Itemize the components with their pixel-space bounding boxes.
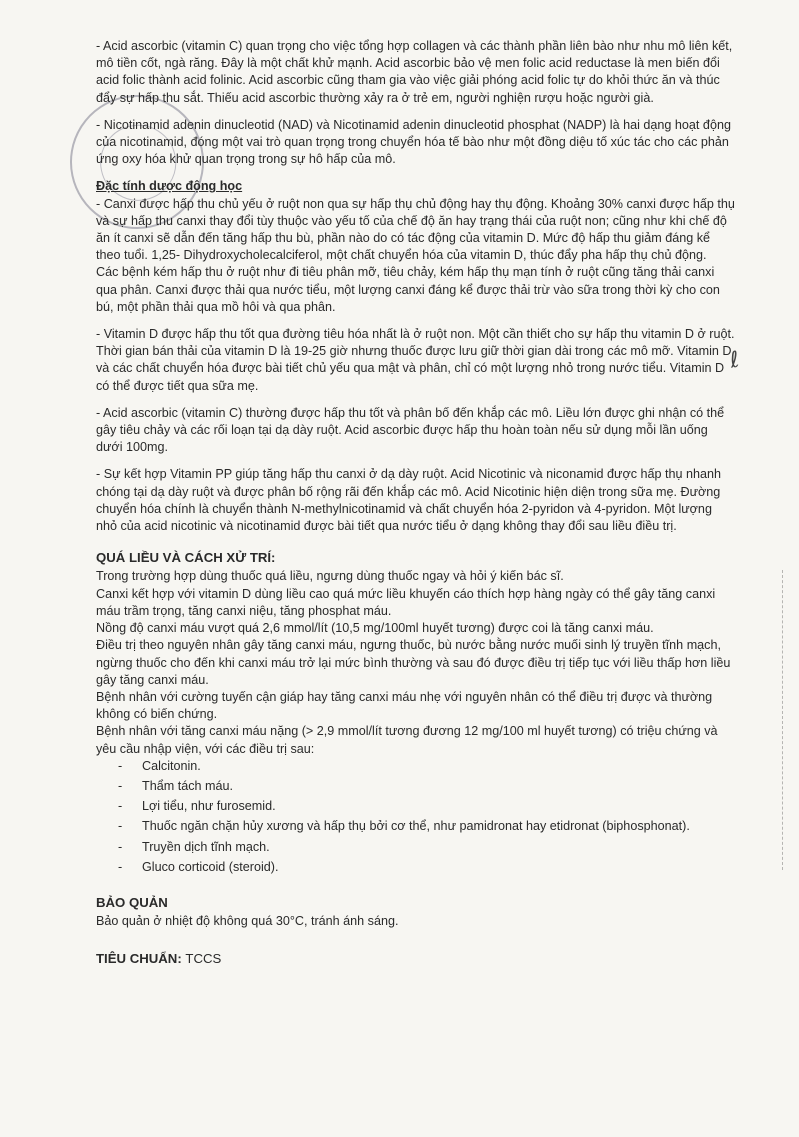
pharmacokinetics-heading: Đặc tính dược động học <box>96 179 243 194</box>
treatment-list <box>96 758 736 876</box>
standard-label: TIÊU CHUẨN: <box>96 951 182 967</box>
storage-heading: BẢO QUẢN <box>96 894 168 910</box>
list-item: - Thuốc ngăn chặn hủy xương và hấp thụ bởi cơ thể, như pamidronat hay etidronat (biphosphonat). <box>96 818 736 835</box>
overdose-heading: QUÁ LIỀU VÀ CÁCH XỬ TRÍ: <box>96 550 276 566</box>
intro-paragraph-vitamin-c: - Acid ascorbic (vitamin C) quan trọng cho việc tổng hợp collagen và các thành phần liên bào như nhu mô liên kết, mô tiền cốt, ngà răng. Đây là một chất khử mạnh. Acid ascorbic bảo vệ men folic acid reductase là men biến đổi acid folic thành acid folinic. Acid ascorbic cũng tham gia vào việc giải phóng acid folic tự do khỏi thức ăn và thúc đẩy sự hấp thu sắt. Thiếu acid ascorbic thường xảy ra ở trẻ em, người nghiện rượu hoặc người già. <box>96 39 733 105</box>
list-item: - Calcitonin. <box>96 758 736 775</box>
standard-value: TCCS <box>185 951 222 967</box>
pk-paragraph-malabsorption: Các bệnh kém hấp thu ở ruột như đi tiêu phân mỡ, tiêu chảy, kém hấp thụ mạn tính ở ruột cũng tăng thải canxi qua phân. Canxi được thải qua nước tiểu, một lượng canxi đáng kể được thải trừ vào sữa trong thời kỳ cho con bú, một phần thải qua mồ hôi và qua phân. <box>96 265 720 314</box>
pk-paragraph-vitamin-pp: - Sự kết hợp Vitamin PP giúp tăng hấp thu canxi ở dạ dày ruột. Acid Nicotinic và niconamid được hấp thụ nhanh chóng tại dạ dày ruột và được phân bố rộng rãi đến khắp các mô. Acid Nicotinic hiện diện trong sữa mẹ. Đường chuyển hóa chính là chuyển thành N-methylnicotinamid và chất chuyển hóa 2-pyridon và 4-pyridon. Một lượng nhỏ của acid nicotinic và nicotinamid được bài tiết qua nước tiểu ở dạng không thay đổi sau liều điều trị. <box>96 467 722 534</box>
list-item: - Gluco corticoid (steroid). <box>96 859 736 876</box>
overdose-line: Điều trị theo nguyên nhân gây tăng canxi máu, ngưng thuốc, bù nước bằng nước muối sinh lý truyền tĩnh mạch, ngừng thuốc cho đến khi canxi máu trở lại mức bình thường và sau đó được điều trị tiếp tục với liều thấp hơn liều gây tăng canxi máu. <box>96 638 731 687</box>
list-item: - Truyền dịch tĩnh mạch. <box>96 839 736 856</box>
handwritten-initial-mark: ℓ <box>727 347 742 374</box>
overdose-line: Bệnh nhân với cường tuyến cận giáp hay tăng canxi máu nhẹ với nguyên nhân có thể điều trị được và thường không có biến chứng. <box>96 689 713 722</box>
intro-paragraph-nad: - Nicotinamid adenin dinucleotid (NAD) và Nicotinamid adenin dinucleotid phosphat (NADP) là hai dạng hoạt động của nicotinamid, đóng một vai trò quan trọng trong chuyển hóa tế bào như một đồng diệu tố xúc tác cho các phản ứng oxy hóa khử quan trọng trong sự hô hấp của mô. <box>96 117 731 167</box>
overdose-line: Canxi kết hợp với vitamin D dùng liều cao quá mức liều khuyến cáo thích hợp hàng ngày có thể gây tăng canxi máu trầm trọng, tăng canxi niệu, tăng phosphat máu. <box>96 586 716 618</box>
overdose-line: Nồng độ canxi máu vượt quá 2,6 mmol/lít (10,5 mg/100ml huyết tương) được coi là tăng canxi máu. <box>96 621 654 636</box>
list-item: - Lợi tiểu, như furosemid. <box>96 798 736 815</box>
pk-paragraph-vitamin-d: - Vitamin D được hấp thu tốt qua đường tiêu hóa nhất là ở ruột non. Một cần thiết cho sự hấp thu vitamin D ở ruột. Thời gian bán thải của vitamin D là 19-25 giờ nhưng thuốc được lưu giữ thời gian dài trong các mô mỡ. Vitamin D và các chất chuyển hóa được bài tiết chủ yếu qua mật và phân, chỉ có một lượng nhỏ trong nước tiểu. Vitamin D có thể được tiết qua sữa mẹ. <box>96 327 735 393</box>
list-item: - Thẩm tách máu. <box>96 778 736 795</box>
overdose-line: Bệnh nhân với tăng canxi máu nặng (> 2,9 mmol/lít tương đương 12 mg/100 ml huyết tương) có triệu chứng và yêu cầu nhập viện, với các điều trị sau: <box>96 724 718 756</box>
page-edge-marks <box>782 570 797 870</box>
document-page <box>96 38 736 970</box>
overdose-line: Trong trường hợp dùng thuốc quá liều, ngưng dùng thuốc ngay và hỏi ý kiến bác sĩ. <box>96 569 564 584</box>
standard-heading <box>96 950 736 967</box>
storage-text: Bảo quản ở nhiệt độ không quá 30°C, tránh ánh sáng. <box>96 914 399 929</box>
pk-paragraph-vitamin-c: - Acid ascorbic (vitamin C) thường được hấp thu tốt và phân bố đến khắp các mô. Liều lớn được ghi nhận có thể gây tiêu chảy và các rối loạn tại dạ dày ruột. Acid ascorbic được hấp thu hoàn toàn nếu sử dụng mỗi lần uống dưới 100mg. <box>96 405 725 455</box>
pk-paragraph-calcium: - Canxi được hấp thu chủ yếu ở ruột non qua sự hấp thụ chủ động hay thụ động. Khoảng 30% canxi được hấp thụ và sự hấp thu canxi thay đổi tùy thuộc vào yếu tố của chế độ ăn hay trạng thái của ruột non; cũng như khi chế độ ăn ít canxi sẽ dẫn đến tăng hấp thu bù, phần nào do có tác động của vitamin D. Mức độ hấp thu giảm đáng kể theo tuổi. 1,25- Dihydroxycholecalciferol, một chất chuyển hóa của vitamin D, thúc đẩy pha hấp thụ chủ động. <box>96 196 735 263</box>
